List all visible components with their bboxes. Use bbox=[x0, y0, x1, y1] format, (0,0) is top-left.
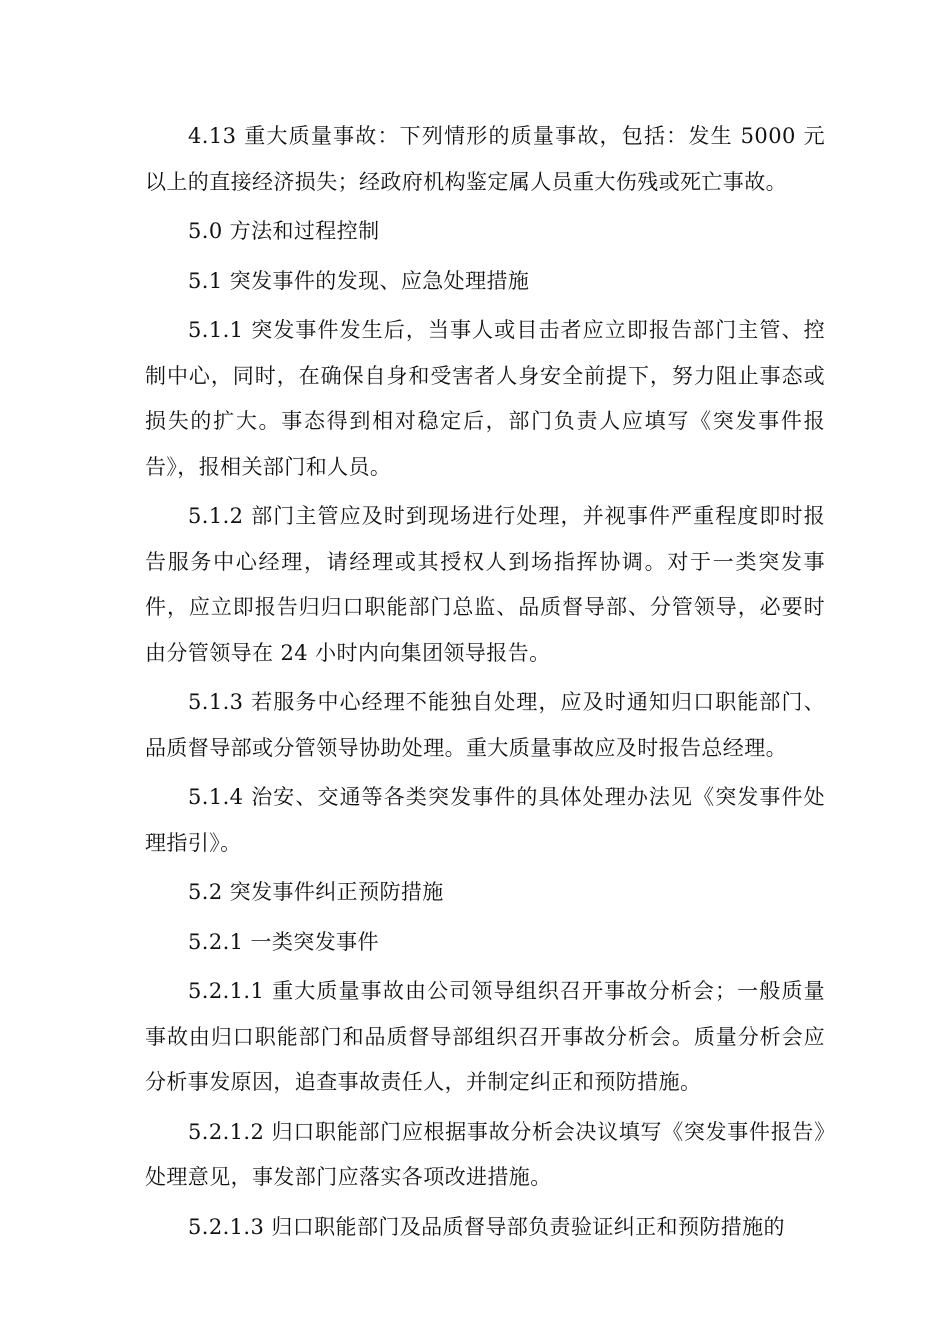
heading-5-2: 5.2 突发事件纠正预防措施 bbox=[188, 880, 444, 904]
document-body bbox=[145, 114, 825, 1254]
heading-5-2-1: 5.2.1 一类突发事件 bbox=[188, 929, 379, 954]
paragraph-5-1-3: 5.1.3 若服务中心经理不能独自处理，应及时通知归口职能部门、品质督导部或分管领导协助处理。重大质量事故应及时报告总经理。 bbox=[145, 690, 825, 760]
heading-5-0: 5.0 方法和过程控制 bbox=[188, 219, 380, 243]
paragraph-5-2-1-1: 5.2.1.1 重大质量事故由公司领导组织召开事故分析会；一般质量事故由归口职能部门和品质督导部组织召开事故分析会。质量分析会应分析事发原因，追查事故责任人，并制定纠正和预防措施。 bbox=[145, 979, 825, 1094]
paragraph-5-1-2: 5.1.2 部门主管应及时到现场进行处理，并视事件严重程度即时报告服务中心经理，请经理或其授权人到场指挥协调。对于一类突发事件，应立即报告归归口职能部门总监、品质督导部、分管领导，必要时由分管领导在 24 小时内向集团领导报告。 bbox=[145, 504, 825, 665]
paragraph-4-13: 4.13 重大质量事故：下列情形的质量事故，包括：发生 5000 元以上的直接经济损失；经政府机构鉴定属人员重大伤残或死亡事故。 bbox=[145, 124, 825, 194]
paragraph-5-1-4: 5.1.4 治安、交通等各类突发事件的具体处理办法见《突发事件处理指引》。 bbox=[145, 785, 825, 855]
paragraph-5-2-1-3: 5.2.1.3 归口职能部门及品质督导部负责验证纠正和预防措施的 bbox=[188, 1214, 785, 1239]
paragraph-5-1-1: 5.1.1 突发事件发生后，当事人或目击者应立即报告部门主管、控制中心，同时，在确保自身和受害者人身安全前提下，努力阻止事态或损失的扩大。事态得到相对稳定后，部门负责人应填写《突发事件报告》，报相关部门和人员。 bbox=[145, 318, 825, 479]
paragraph-5-2-1-2: 5.2.1.2 归口职能部门应根据事故分析会决议填写《突发事件报告》处理意见，事发部门应落实各项改进措施。 bbox=[145, 1119, 825, 1189]
heading-5-1: 5.1 突发事件的发现、应急处理措施 bbox=[188, 268, 530, 293]
